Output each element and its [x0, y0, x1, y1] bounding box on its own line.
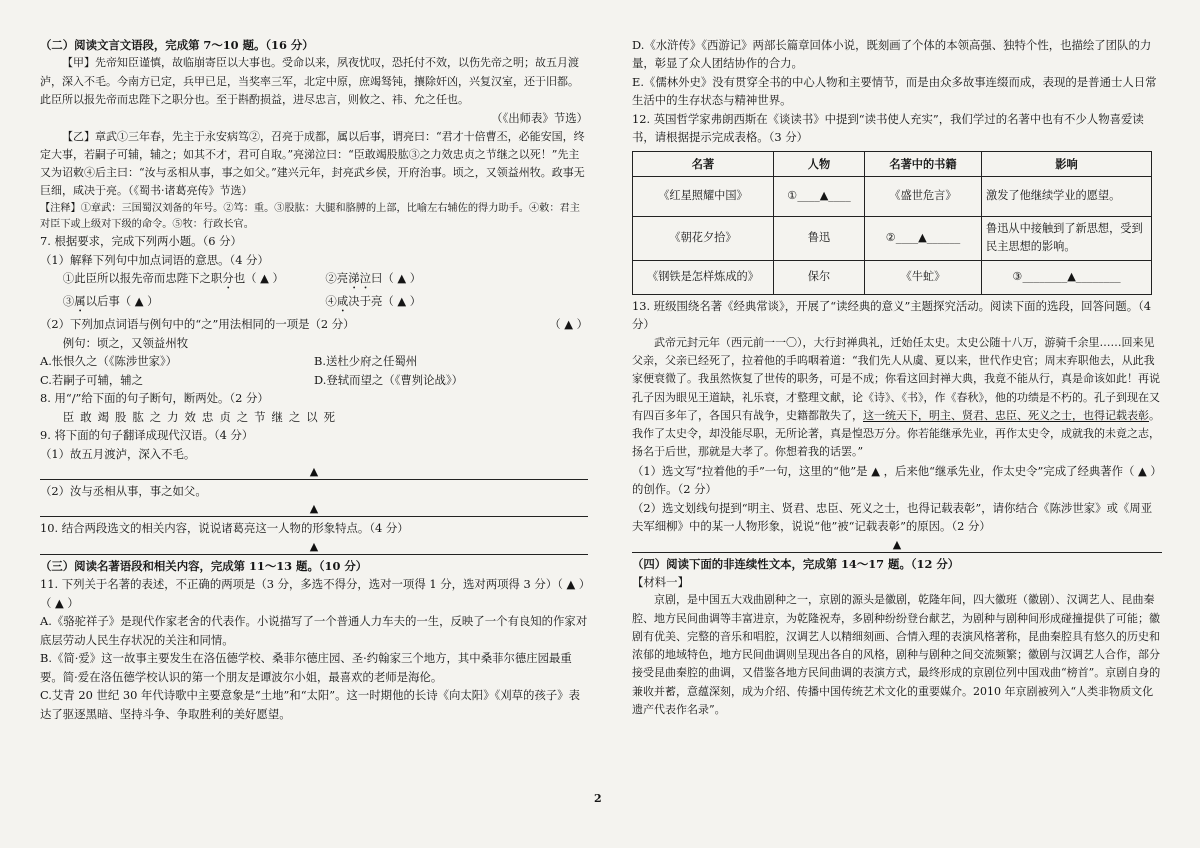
q11-option-a: A.《骆驼祥子》是现代作家老舍的代表作。小说描写了一个普通人力车夫的一生，反映了一个有良知的作家对底层劳动人民生存状况的关注和同情。	[40, 614, 588, 647]
q7-1-row1	[40, 269, 588, 292]
question-7-2-row	[40, 315, 588, 333]
table-cell: ①____▲____	[774, 176, 865, 216]
right-column	[632, 36, 1162, 719]
question-12: 12. 英国哲学家弗朗西斯在《谈读书》中提到“读书使人充实”，我们学过的名著中也有不少人物喜爱读书，请根据提示完成表格。（3 分）	[632, 111, 1144, 145]
question-9-2: （2）汝与丞相从事，事之如父。	[40, 484, 207, 498]
table-cell: 鲁迅从中接触到了新思想，受到民主思想的影响。	[982, 216, 1152, 260]
passage-notes: 【注释】①章武：三国蜀汉刘备的年号。②笃：重。③股肱：大腿和胳膊的上部，比喻左右辅佐的得力助手。④敕：君主对臣下或上级对下级的命令。⑤牧：行政长官。	[40, 202, 580, 230]
answer-line-9-2	[40, 500, 588, 517]
question-13-1: （1）选文写“拉着他的手”一句，这里的“他”是 ▲ ，后来他“继承先业，作太史令”完成了经典著作（ ▲ ）的创作。（2 分）	[632, 463, 1162, 497]
table-cell: 《盛世危言》	[865, 176, 982, 216]
question-8: 8. 用“/”给下面的句子断句，断两处。（2 分）	[40, 391, 269, 406]
table-cell: ③________▲________	[982, 260, 1152, 294]
q7-1-item-a: ①此臣所以报先帝而忠陛下之职分也（ ▲ ）	[62, 271, 284, 286]
table-cell: 激发了他继续学业的愿望。	[982, 176, 1152, 216]
left-column	[40, 36, 588, 723]
answer-marker-icon: ▲	[309, 539, 319, 553]
question-10: 10. 结合两段选文的相关内容，说说诸葛亮这一人物的形象特点。（4 分）	[40, 521, 409, 536]
q11-option-e: E.《儒林外史》没有贯穿全书的中心人物和主要情节，而是由众多故事连缀而成，表现的是普通士人日常生活中的生存状态与精神世界。	[632, 74, 1157, 108]
question-7-1: （1）解释下列句中加点词语的意思。（4 分）	[40, 252, 269, 267]
reading-table	[632, 151, 1152, 295]
answer-marker-icon: ▲	[309, 465, 319, 478]
q11-option-b: B.《简·爱》这一故事主要发生在洛伍德学校、桑菲尔德庄园、圣·约翰家三个地方，其中桑菲尔德庄园最重要。简·爱在洛伍德学校认识的第一个朋友是谭波尔小姐，最喜欢的老师是海伦。	[40, 651, 572, 684]
question-9: 9. 将下面的句子翻译成现代汉语。（4 分）	[40, 428, 254, 443]
table-cell: 《红星照耀中国》	[633, 176, 774, 216]
table-cell: 《牛虻》	[865, 260, 982, 294]
question-13-2: （2）选文划线句提到“明主、贤君、忠臣、死义之士，也得记载表彰”，请你结合《陈涉世家》或《周亚夫军细柳》中的某一人物形象，说说“他”被“记载表彰”的原因。（2 分）	[632, 500, 1153, 534]
q7-option-b: B.送杜少府之任蜀州	[314, 354, 418, 369]
answer-line-10	[40, 538, 588, 555]
question-9-1: （1）故五月渡泸，深入不毛。	[40, 446, 196, 461]
table-header: 名著中的书籍	[865, 151, 982, 176]
question-13: 13. 班级围绕名著《经典常谈》，开展了“读经典的意义”主题探究活动。阅读下面的选段，回答问题。（4 分）	[632, 298, 1152, 332]
q7-option-c: C.若嗣子可辅，辅之	[40, 372, 144, 387]
answer-marker-icon: ▲	[892, 537, 902, 551]
q7-1-row2	[40, 292, 588, 315]
table-cell: ②____▲______	[865, 216, 982, 260]
question-11: 11. 下列关于名著的表述，不正确的两项是（3 分，多选不得分，选对一项得 1 分，选对两项得 3 分）（ ▲ ）（ ▲ ）	[40, 577, 585, 610]
page-number: 2	[594, 792, 602, 805]
material-1-label: 【材料一】	[632, 574, 689, 589]
passage-jia-source: （《出师表》节选）	[491, 111, 588, 126]
q7-1-item-d: ④咸决于亮（ ▲ ）	[325, 294, 422, 309]
section-2-title: （二）阅读文言文语段，完成第 7～10 题。（16 分）	[40, 38, 314, 52]
q7-2-answer-blank: （ ▲ ）	[549, 317, 588, 332]
question-7-2-example: 例句：顷之，又领益州牧	[62, 335, 189, 350]
q7-option-d: D.登轼而望之（《曹刿论战》）	[314, 372, 464, 387]
q7-1-item-b: ②亮涕泣曰（ ▲ ）	[325, 271, 422, 286]
table-cell: 保尔	[774, 260, 865, 294]
section-4-title: （四）阅读下面的非连续性文本，完成第 14～17 题。（12 分）	[632, 556, 960, 571]
passage-jia: 【甲】先帝知臣谨慎，故临崩寄臣以大事也。受命以来，夙夜忧叹，恐托付不效，以伤先帝之明；故五月渡泸，深入不毛。今南方已定，兵甲已足，当奖率三军，北定中原，庶竭驽钝，攘除奸凶，兴复汉室，还于旧都。此臣所以报先帝而忠陛下之职分也。至于斟酌损益，进尽忠言，则攸之、祎、允之任也。	[40, 56, 579, 106]
table-cell: 鲁迅	[774, 216, 865, 260]
table-header: 名著	[633, 151, 774, 176]
table-header-row	[633, 151, 1152, 176]
q11-option-c: C.艾青 20 世纪 30 年代诗歌中主要意象是“土地”和“太阳”。这一时期他的长诗《向太阳》《刈草的孩子》表达了驱逐黑暗、坚持斗争、争取胜利的美好愿望。	[40, 688, 581, 721]
table-row	[633, 216, 1152, 260]
passage-shiji: 武帝元封元年（西元前一一〇），大行封禅典礼，迁始任太史。太史公随十八万，游骑千余里……回来见父亲，父亲已经死了，拉着他的手呜咽着道：“我们先人从虞、夏以来，世代作史官；周末弃职他去，从此我家便衰微了。我虽然恢复了世传的职务，可是不成；你看这回封禅大典，我竟不能从行，真是命该如此！再说孔子因为眼见王道缺，礼乐衰，才整理文献，论《诗》、《书》，作《春秋》，他的功绩是不朽的。孔子到现在又有四百多年了，各国只有战争，史籍都散失了，这一统天下，明主、贤君、忠臣、死义之士，也得记载表彰。我作了太史令，却没能尽职，无所论著，真是惶恐万分。你若能继承先业，再作太史令，成就我的未竟之志，扬名于后世，那就是大孝了。你想着我的话罢。”	[632, 335, 1160, 459]
section-3-title: （三）阅读名著语段和相关内容，完成第 11～13 题。（10 分）	[40, 558, 368, 573]
material-1-text: 京剧，是中国五大戏曲剧种之一，京剧的源头是徽剧，乾隆年间，四大徽班（徽剧）、汉调艺人、昆曲秦腔、地方民间曲调等丰富进京，为乾隆祝寿，多剧种纷纷登台献艺，为剧种与剧种间形成碰撞提供了可能；徽剧有优美、完整的音乐和唱腔，汉调艺人以精细刻画、合情入理的表演风格著称，昆曲秦腔具有悠久的历史和浓郁的地域特色，地方民间曲调则呈现出各自的风格，剧种与剧种之间交流频繁；徽剧与汉调艺人合作，部分接受昆曲秦腔的曲调，又借鉴各地方民间曲调的表演方式，最终形成的京剧位列中国戏曲“榜首”。京剧自身的兼收并蓄，意蕴深刻，成为介绍、传播中国传统艺术文化的重要媒介。2010 年京剧被列入“人类非物质文化遗产代表作名录”。	[632, 593, 1161, 716]
q7-2-options-row1	[40, 352, 588, 370]
table-cell: 《朝花夕拾》	[633, 216, 774, 260]
table-cell: 《钢铁是怎样炼成的》	[633, 260, 774, 294]
table-header: 人物	[774, 151, 865, 176]
q7-1-item-c: ③属以后事（ ▲ ）	[62, 294, 159, 309]
table-row	[633, 176, 1152, 216]
answer-line-13-2	[632, 536, 1162, 553]
question-7: 7. 根据要求，完成下列两小题。（6 分）	[40, 234, 242, 249]
q7-option-a: A.怅恨久之（《陈涉世家》）	[40, 354, 178, 369]
question-7-2: （2）下列加点词语与例句中的“之”用法相同的一项是（2 分）	[40, 317, 355, 332]
question-8-sentence: 臣敢竭股肱之力效忠贞之节继之以死	[62, 409, 342, 424]
q7-2-options-row2	[40, 371, 588, 389]
answer-marker-icon: ▲	[309, 502, 319, 516]
underlined-sentence: 这一统天下，明主、贤君、忠臣、死义之士，也得记载表彰	[863, 408, 1149, 422]
q11-option-d: D.《水浒传》《西游记》两部长篇章回体小说，既刻画了个体的本领高强、独特个性，也描绘了团队的力量，彰显了众人团结协作的合力。	[632, 38, 1152, 71]
passage-yi: 【乙】章武①三年春，先主于永安病笃②，召亮于成都，属以后事，谓亮曰：“君才十倍曹丕，必能安国，终定大事，若嗣子可辅，辅之；如其不才，君可自取。”亮涕泣曰：“臣敢竭股肱③之力效忠贞之节继之以死！”先主又为诏敕④后主曰：“汝与丞相从事，事之如父。”建兴元年，封亮武乡侯，开府治事。顷之，又领益州牧。政事无巨细，咸决于亮。（《蜀书·诸葛亮传》节选）	[40, 129, 585, 198]
table-header: 影响	[982, 151, 1152, 176]
answer-line-9-1	[40, 463, 588, 480]
table-row	[633, 260, 1152, 294]
